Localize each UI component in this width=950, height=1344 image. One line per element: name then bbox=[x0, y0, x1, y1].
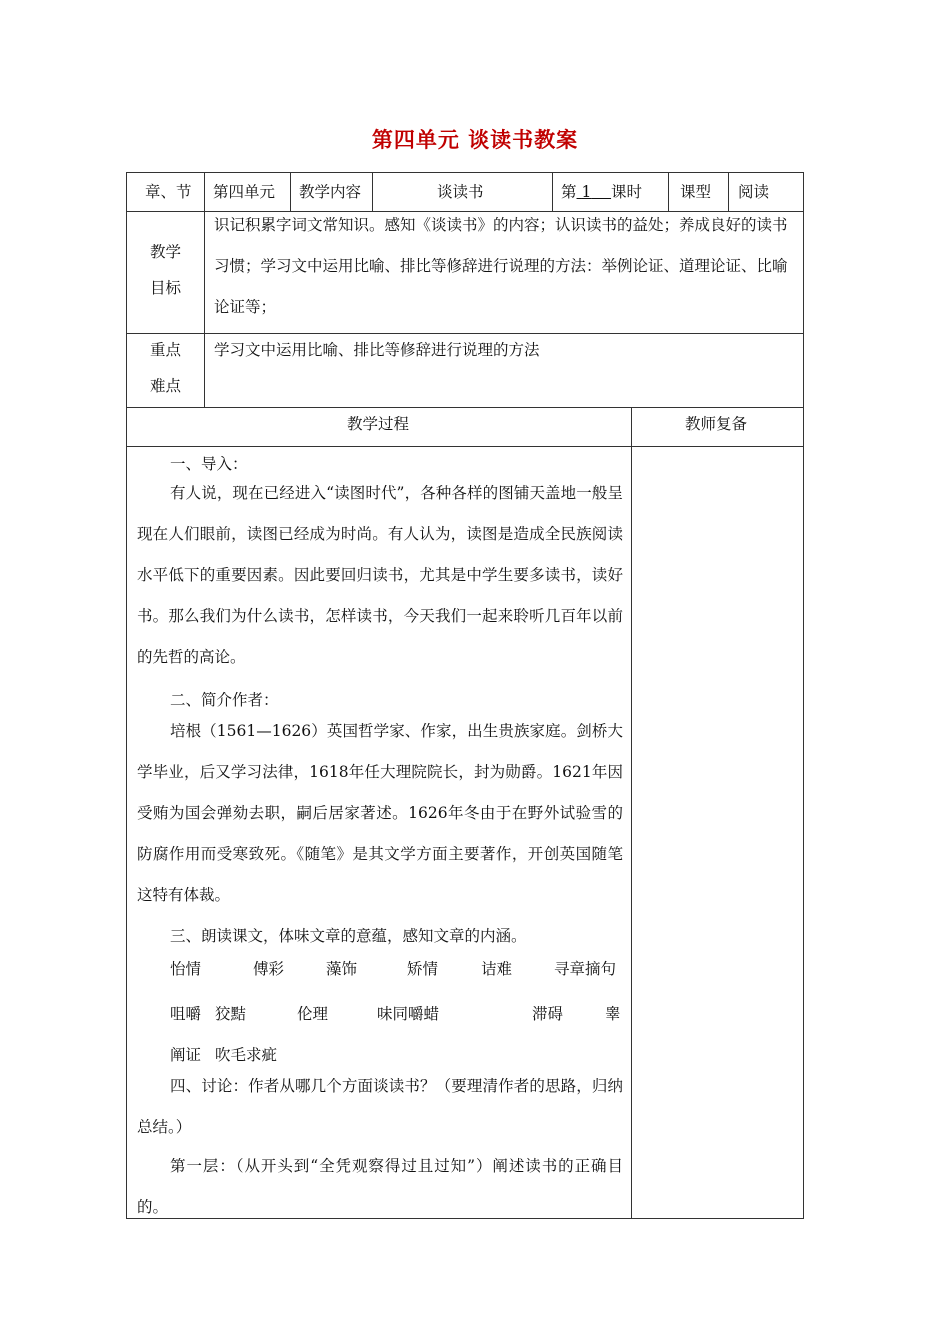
word-8: 狡黠 bbox=[215, 1005, 247, 1023]
word-7: 咀嚼 bbox=[170, 1005, 202, 1023]
goals-text: 识记积累字词文常知识。感知《谈读书》的内容；认识读书的益处；养成良好的读书习惯；学习文中运用比喻、排比等修辞进行说理的方法：举例论证、道理论证、比喻论证等； bbox=[214, 216, 788, 316]
word-9: 伦理 bbox=[297, 1005, 329, 1023]
section-3-title: 三、朗读课文，体味文章的意蕴，感知文章的内涵。 bbox=[170, 927, 527, 945]
chapter-label: 章、节 bbox=[145, 183, 192, 201]
section-2-title: 二、简介作者： bbox=[170, 691, 279, 709]
content-label: 教学内容 bbox=[299, 183, 362, 201]
section-4-text: 四、讨论：作者从哪几个方面谈读书？（要理清作者的思路，归纳总结。） bbox=[137, 1077, 623, 1136]
teacher-header: 教师复备 bbox=[685, 415, 748, 433]
section-5-text: 第一层：（从开头到“全凭观察得过且过知”）阐述读书的正确目的。 bbox=[137, 1157, 623, 1216]
key-label-2: 难点 bbox=[150, 377, 182, 395]
type-label: 课型 bbox=[680, 183, 712, 201]
word-1: 怡情 bbox=[170, 960, 202, 978]
goals-label-2: 目标 bbox=[150, 279, 182, 297]
word-14: 吹毛求疵 bbox=[215, 1046, 278, 1064]
word-4: 矫情 bbox=[407, 960, 439, 978]
period-cell bbox=[561, 180, 642, 202]
document-title: 第四单元 谈读书教案 bbox=[371, 128, 579, 152]
word-5: 诘难 bbox=[481, 960, 513, 978]
word-10: 味同嚼蜡 bbox=[377, 1005, 440, 1023]
process-header: 教学过程 bbox=[347, 415, 410, 433]
word-3: 藻饰 bbox=[326, 960, 358, 978]
type-value: 阅读 bbox=[738, 183, 770, 201]
chapter-value: 第四单元 bbox=[213, 183, 276, 201]
section-1-title: 一、导入： bbox=[170, 455, 248, 473]
word-11: 滞碍 bbox=[532, 1005, 564, 1023]
goals-label-1: 教学 bbox=[150, 243, 182, 261]
key-text: 学习文中运用比喻、排比等修辞进行说理的方法 bbox=[214, 341, 540, 359]
period-number: 1 bbox=[581, 183, 592, 201]
period-suffix: 课时 bbox=[611, 183, 643, 201]
content-value: 谈读书 bbox=[437, 183, 484, 201]
section-2-text: 培根（1561—1626）英国哲学家、作家，出生贵族家庭。剑桥大学毕业，后又学习法律，1618年任大理院院长，封为勋爵。1621年因受贿为国会弹劾去职，嗣后居家著述。1626年冬由于在野外试验雪的防腐作用而受寒致死。《随笔》是其文学方面主要著作，开创英国随笔这特有体裁。 bbox=[137, 722, 623, 904]
word-2: 傅彩 bbox=[253, 960, 285, 978]
section-1-text: 有人说，现在已经进入“读图时代”，各种各样的图铺天盖地一般呈现在人们眼前，读图已经成为时尚。有人认为，读图是造成全民族阅读水平低下的重要因素。因此要回归读书，尤其是中学生要多读书，读好书。那么我们为什么读书，怎样读书，今天我们一起来聆听几百年以前的先哲的高论。 bbox=[137, 484, 623, 666]
word-12: 睾 bbox=[605, 1005, 621, 1023]
word-13: 阐证 bbox=[170, 1046, 202, 1064]
key-label-1: 重点 bbox=[150, 341, 182, 359]
period-prefix: 第 bbox=[561, 183, 577, 201]
word-6: 寻章摘句 bbox=[554, 960, 617, 978]
